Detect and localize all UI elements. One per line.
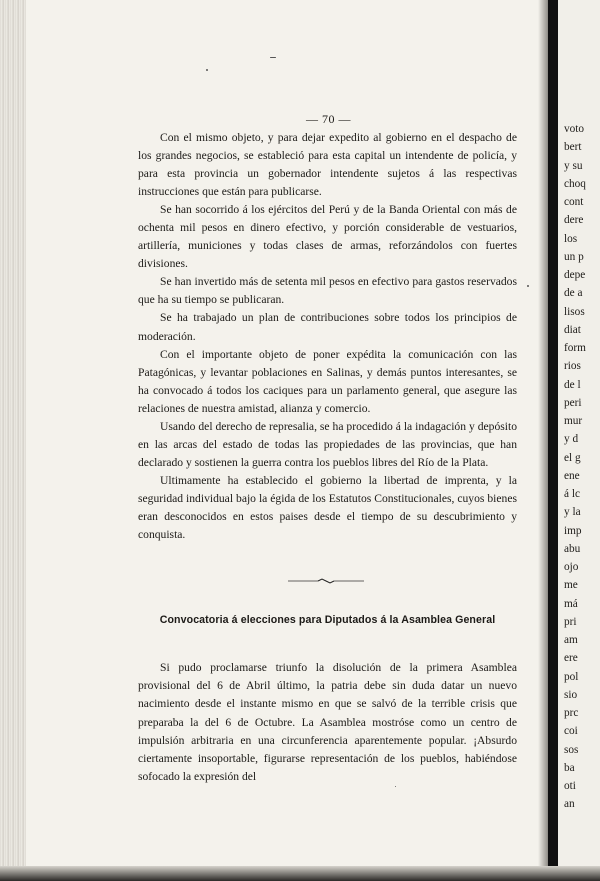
right-page-text-fragment: pri bbox=[564, 615, 577, 628]
right-page-text-fragment: rios bbox=[564, 360, 581, 373]
right-page-text-fragment: el g bbox=[564, 451, 581, 464]
right-page-text-fragment: coi bbox=[564, 725, 578, 738]
right-page-text-fragment: imp bbox=[564, 524, 582, 537]
right-page-text-fragment: an bbox=[564, 798, 575, 811]
paragraph: Ultimamente ha establecido el gobierno la libertad de imprenta, y la seguridad individual bajo la égida de los Estatutos Constitucionales, cuyos bienes eran desconocidos en estos paises desde el tiempo de su descubrimiento y conquista. bbox=[138, 473, 517, 542]
paragraph: Se han invertido más de setenta mil pesos en efectivo para gastos reservados que ha su tiempo se publicaran. bbox=[138, 275, 517, 307]
right-page-text-fragment: am bbox=[564, 634, 578, 646]
right-page-text-fragment: y la bbox=[564, 506, 581, 519]
section-heading: Convocatoria á elecciones para Diputados á la Asamblea General bbox=[159, 614, 496, 626]
right-page-text-fragment: choq bbox=[564, 177, 586, 190]
right-page-text-fragment: abu bbox=[564, 542, 581, 555]
right-page-text-fragment: mur bbox=[564, 415, 583, 427]
right-page-text-fragment: bert bbox=[564, 141, 582, 154]
right-page-text-fragment: má bbox=[564, 597, 578, 610]
section-body-text bbox=[138, 659, 517, 786]
right-page-text-fragment: ene bbox=[564, 469, 580, 482]
right-page-text-fragment: ba bbox=[564, 761, 575, 774]
right-page-text-fragment: de a bbox=[564, 287, 583, 300]
right-page-text-fragment: ere bbox=[564, 652, 578, 665]
right-page-text-fragment: sos bbox=[564, 743, 579, 756]
section-divider-ornament bbox=[288, 578, 364, 584]
right-page-text-fragment: form bbox=[564, 342, 586, 354]
right-page-text-fragment: prc bbox=[564, 707, 579, 719]
paper-speck bbox=[395, 786, 396, 787]
right-page-text-fragment: sio bbox=[564, 688, 578, 701]
right-page-text-fragment: peri bbox=[564, 396, 582, 409]
right-page-text-fragment: pol bbox=[564, 670, 579, 683]
paper-speck bbox=[527, 285, 529, 287]
right-page-text-fragment: y su bbox=[564, 159, 583, 172]
paragraph: Se ha trabajado un plan de contribuciones sobre todos los principios de moderación. bbox=[138, 311, 517, 343]
paragraph: Si pudo proclamarse triunfo la disolución de la primera Asamblea provisional del 6 de Abril último, la patria debe sin duda datar un nuevo nacimiento desde el instante mismo en que se salvó de la terrible crisis que preparaba la del 6 de Octubre. La Asamblea mostróse como un centro de impulsión arbitraria en una circunferencia aparentemente popular. ¡Absurdo ciertamente insoportable, figurarse representación de los pueblos, habiéndose sofocado la expresión del bbox=[138, 661, 517, 784]
paragraph: Usando del derecho de represalia, se ha procedido á la indagación y depósito en las arcas del estado de todas las propiedades de las provincias, que han declarado y sostienen la guerra contra los pueblos libres del Río de la Plata. bbox=[138, 419, 517, 469]
right-page-text-fragment: lisos bbox=[564, 305, 585, 318]
right-page-text-fragment: un p bbox=[564, 250, 584, 263]
right-page-edge bbox=[558, 0, 600, 881]
right-page-text-fragment: diat bbox=[564, 323, 581, 336]
right-page-text-fragment: á lc bbox=[564, 488, 580, 500]
paragraph: Con el importante objeto de poner expédita la comunicación con las Patagónicas, y levantar poblaciones en Salinas, y demás puntos interesantes, se ha convocado á todos los caciques para un parlamento general, que asegure las relaciones de nuestra amistad, alianza y comercio. bbox=[138, 347, 517, 415]
right-page-text-fragment: de l bbox=[564, 378, 581, 391]
right-page-text-fragment: me bbox=[564, 579, 578, 592]
right-page-text-fragment: los bbox=[564, 232, 578, 245]
page-number: — 70 — bbox=[306, 112, 351, 126]
right-page-text-fragment: oti bbox=[564, 780, 576, 792]
body-text bbox=[138, 129, 517, 544]
bottom-edge-shadow bbox=[0, 866, 600, 881]
paper-speck bbox=[206, 69, 208, 71]
right-page-text-fragment: voto bbox=[564, 123, 585, 135]
right-page-text-fragment: depe bbox=[564, 269, 586, 281]
paragraph: Se han socorrido á los ejércitos del Perú y de la Banda Oriental con más de ochenta mil pesos en dinero efectivo, y porción considerable de vestuarios, artillería, municiones y todas clases de armas, reforzándolos con fuertes divisiones. bbox=[138, 203, 517, 271]
paragraph: Con el mismo objeto, y para dejar expedito al gobierno en el despacho de los grandes negocios, se estableció para esta capital un intendente de policía, y para esta provincia un gobernador intendente sujetos á las respectivas instrucciones que están para publicarse. bbox=[138, 131, 517, 199]
right-page-text-fragment: cont bbox=[564, 196, 584, 208]
paper-speck bbox=[270, 57, 276, 58]
page-gutter bbox=[0, 0, 26, 881]
right-page-text-fragment: y d bbox=[564, 433, 579, 446]
right-page-text-fragment: ojo bbox=[564, 561, 579, 573]
right-page-text-fragment: dere bbox=[564, 214, 584, 227]
